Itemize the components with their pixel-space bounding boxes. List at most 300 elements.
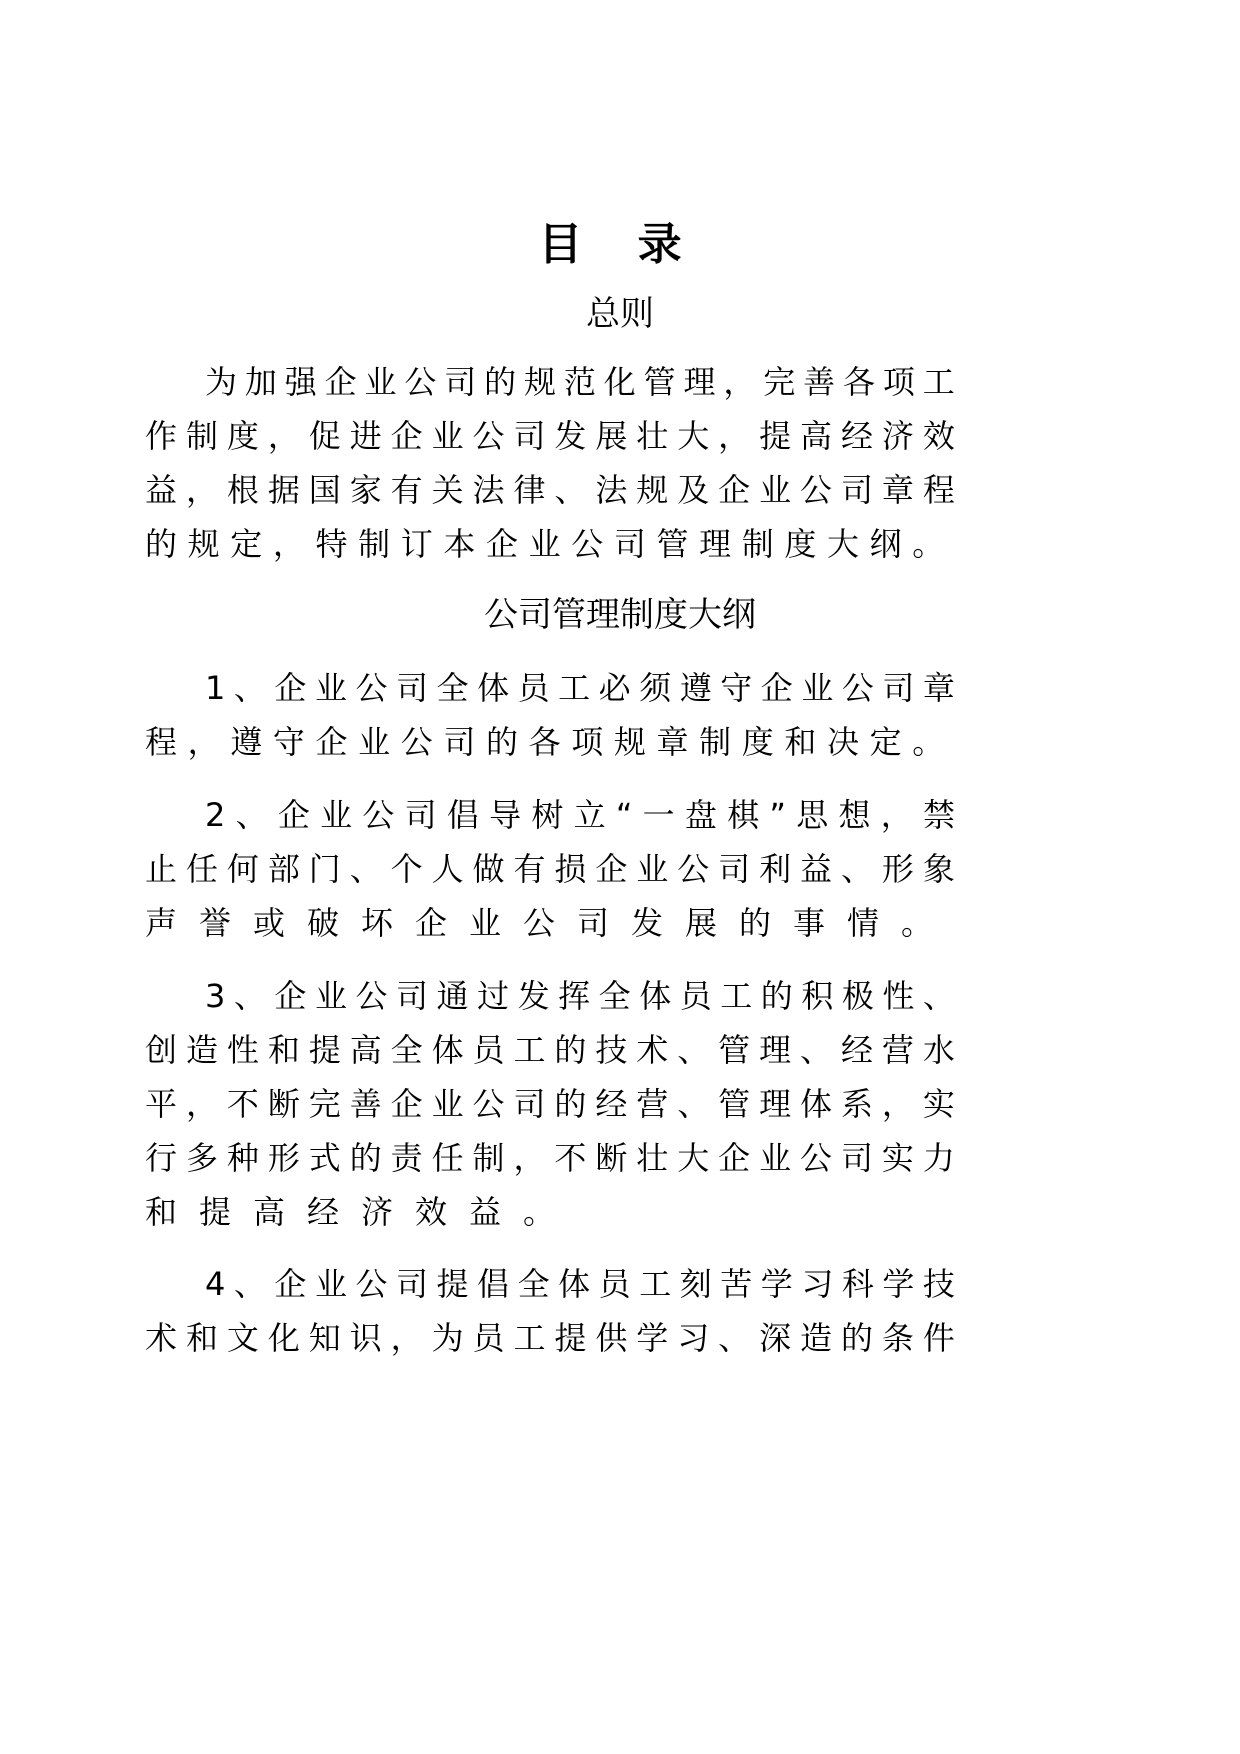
- glyph: ”: [769, 796, 786, 834]
- glyph: 纲: [869, 525, 902, 563]
- glyph: 制: [358, 525, 391, 563]
- paragraph-line: [145, 1133, 955, 1183]
- glyph: 立: [573, 796, 606, 834]
- paragraph-line: [205, 971, 955, 1021]
- paragraph-line: [145, 898, 955, 948]
- glyph: 断: [267, 1085, 300, 1123]
- glyph: 挥: [558, 977, 591, 1015]
- glyph: 效: [415, 1193, 448, 1231]
- glyph: 展: [595, 417, 628, 455]
- glyph: 业: [431, 1085, 464, 1123]
- glyph: 创: [145, 1031, 178, 1069]
- glyph: 业: [314, 1265, 347, 1303]
- glyph: 业: [759, 471, 792, 509]
- glyph: 员: [598, 1265, 631, 1303]
- glyph: 理: [759, 1031, 792, 1069]
- glyph: ，: [185, 1085, 218, 1123]
- section-heading-outline: 公司管理制度大纲: [484, 595, 756, 635]
- glyph: 业: [314, 977, 347, 1015]
- glyph: 性: [882, 977, 915, 1015]
- glyph: 企: [274, 1265, 307, 1303]
- glyph: 导: [489, 796, 522, 834]
- glyph: 各: [843, 363, 876, 401]
- glyph: 据: [267, 471, 300, 509]
- glyph: 和: [267, 1031, 300, 1069]
- glyph: 坏: [361, 904, 394, 942]
- glyph: 制: [699, 723, 732, 761]
- glyph: 高: [253, 1193, 286, 1231]
- glyph: 强: [284, 363, 317, 401]
- glyph: 经: [595, 1085, 628, 1123]
- glyph: 刻: [679, 1265, 712, 1303]
- glyph: 决: [827, 723, 860, 761]
- glyph: 业: [469, 904, 502, 942]
- glyph: 、: [233, 1265, 266, 1303]
- glyph: 大: [677, 1139, 710, 1177]
- glyph: 完: [763, 363, 796, 401]
- glyph: 提: [759, 417, 792, 455]
- paragraph-line: [145, 717, 955, 767]
- glyph: 公: [800, 1139, 833, 1177]
- glyph: 件: [922, 1319, 955, 1357]
- glyph: 高: [800, 417, 833, 455]
- glyph: 性: [226, 1031, 259, 1069]
- glyph: 公: [404, 363, 437, 401]
- glyph: 力: [922, 1139, 955, 1177]
- glyph: 的: [486, 723, 519, 761]
- glyph: 倡: [477, 1265, 510, 1303]
- paragraph-line: [145, 1313, 955, 1363]
- glyph: 、: [677, 1031, 710, 1069]
- glyph: 任: [185, 850, 218, 888]
- glyph: 的: [739, 904, 772, 942]
- glyph: 4: [205, 1265, 226, 1303]
- glyph: 工: [558, 669, 591, 707]
- glyph: 为: [205, 363, 238, 401]
- glyph: 企: [274, 977, 307, 1015]
- glyph: 体: [431, 1031, 464, 1069]
- glyph: ，: [272, 525, 305, 563]
- glyph: 全: [390, 1031, 423, 1069]
- glyph: 通: [436, 977, 469, 1015]
- glyph: 的: [554, 1031, 587, 1069]
- glyph: 体: [639, 977, 672, 1015]
- glyph: 树: [531, 796, 564, 834]
- glyph: 企: [277, 796, 310, 834]
- glyph: 司: [396, 1265, 429, 1303]
- glyph: 全: [436, 669, 469, 707]
- glyph: 司: [613, 525, 646, 563]
- glyph: 员: [679, 977, 712, 1015]
- glyph: 门: [308, 850, 341, 888]
- glyph: 的: [760, 977, 793, 1015]
- glyph: 技: [922, 1265, 955, 1303]
- glyph: 和: [185, 1319, 218, 1357]
- glyph: 规: [524, 363, 557, 401]
- glyph: 。: [912, 525, 945, 563]
- glyph: 理: [683, 363, 716, 401]
- glyph: 公: [362, 796, 395, 834]
- glyph: 体: [477, 669, 510, 707]
- glyph: 司: [882, 669, 915, 707]
- glyph: 做: [472, 850, 505, 888]
- glyph: 章: [656, 723, 689, 761]
- glyph: 完: [308, 1085, 341, 1123]
- glyph: 学: [882, 1265, 915, 1303]
- glyph: 司: [396, 977, 429, 1015]
- glyph: ，: [880, 796, 913, 834]
- glyph: 管: [718, 1085, 751, 1123]
- glyph: 守: [720, 669, 753, 707]
- glyph: ，: [185, 471, 218, 509]
- paragraph-line: [205, 357, 955, 407]
- glyph: 企: [595, 850, 628, 888]
- glyph: 企: [718, 471, 751, 509]
- glyph: 营: [636, 1085, 669, 1123]
- glyph: 想: [838, 796, 871, 834]
- paragraph-line: [205, 663, 955, 713]
- glyph: 倡: [446, 796, 479, 834]
- glyph: ，: [390, 1319, 423, 1357]
- glyph: 公: [800, 471, 833, 509]
- glyph: 、: [922, 977, 955, 1015]
- glyph: 业: [528, 525, 561, 563]
- glyph: 损: [554, 850, 587, 888]
- glyph: 公: [472, 1085, 505, 1123]
- glyph: 业: [320, 796, 353, 834]
- glyph: 经: [840, 1031, 873, 1069]
- glyph: 科: [841, 1265, 874, 1303]
- glyph: 责: [390, 1139, 423, 1177]
- glyph: ，: [187, 723, 220, 761]
- glyph: 的: [484, 363, 517, 401]
- glyph: 部: [267, 850, 300, 888]
- glyph: 条: [881, 1319, 914, 1357]
- glyph: 壮: [636, 417, 669, 455]
- glyph: 人: [431, 850, 464, 888]
- glyph: 大: [677, 417, 710, 455]
- glyph: 为: [431, 1319, 464, 1357]
- glyph: 必: [598, 669, 631, 707]
- glyph: 公: [355, 977, 388, 1015]
- glyph: 系: [840, 1085, 873, 1123]
- glyph: 企: [760, 669, 793, 707]
- glyph: 益: [469, 1193, 502, 1231]
- glyph: 进: [349, 417, 382, 455]
- glyph: 项: [571, 723, 604, 761]
- glyph: 有: [513, 850, 546, 888]
- glyph: 根: [226, 471, 259, 509]
- glyph: 规: [636, 471, 669, 509]
- glyph: 化: [603, 363, 636, 401]
- glyph: 公: [472, 417, 505, 455]
- glyph: 加: [244, 363, 277, 401]
- glyph: 形: [881, 850, 914, 888]
- glyph: 范: [563, 363, 596, 401]
- glyph: 司: [444, 363, 477, 401]
- glyph: 展: [685, 904, 718, 942]
- glyph: 和: [784, 723, 817, 761]
- glyph: 程: [145, 723, 178, 761]
- glyph: 公: [523, 904, 556, 942]
- glyph: 造: [800, 1319, 833, 1357]
- glyph: 、: [554, 471, 587, 509]
- glyph: 2: [205, 796, 226, 834]
- glyph: 提: [308, 1031, 341, 1069]
- glyph: 情: [847, 904, 880, 942]
- glyph: 营: [881, 1031, 914, 1069]
- glyph: 。: [523, 1193, 556, 1231]
- glyph: 体: [558, 1265, 591, 1303]
- glyph: 律: [513, 471, 546, 509]
- glyph: 度: [226, 417, 259, 455]
- glyph: 企: [486, 525, 519, 563]
- glyph: 形: [267, 1139, 300, 1177]
- glyph: 业: [358, 723, 391, 761]
- paragraph-line: [145, 519, 955, 569]
- glyph: 企: [324, 363, 357, 401]
- glyph: 的: [840, 1319, 873, 1357]
- paragraph-line: [145, 1187, 955, 1237]
- glyph: ，: [513, 1139, 546, 1177]
- glyph: 业: [364, 363, 397, 401]
- glyph: 特: [315, 525, 348, 563]
- glyph: 的: [554, 1085, 587, 1123]
- glyph: 体: [800, 1085, 833, 1123]
- glyph: 项: [882, 363, 915, 401]
- glyph: 文: [226, 1319, 259, 1357]
- glyph: 、: [233, 977, 266, 1015]
- glyph: 工: [922, 363, 955, 401]
- glyph: 定: [869, 723, 902, 761]
- glyph: 济: [881, 417, 914, 455]
- glyph: 订: [400, 525, 433, 563]
- glyph: 管: [656, 525, 689, 563]
- page-title: 目 录: [538, 219, 702, 270]
- glyph: ，: [267, 417, 300, 455]
- glyph: 公: [571, 525, 604, 563]
- glyph: 经: [307, 1193, 340, 1231]
- glyph: 、: [800, 1031, 833, 1069]
- glyph: 善: [349, 1085, 382, 1123]
- glyph: 壮: [636, 1139, 669, 1177]
- glyph: 习: [677, 1319, 710, 1357]
- glyph: 识: [349, 1319, 382, 1357]
- glyph: 盘: [684, 796, 717, 834]
- glyph: 发: [554, 417, 587, 455]
- glyph: 积: [801, 977, 834, 1015]
- glyph: 守: [272, 723, 305, 761]
- glyph: 企: [718, 1139, 751, 1177]
- glyph: 棋: [727, 796, 760, 834]
- paragraph-line: [145, 411, 955, 461]
- glyph: 企: [390, 417, 423, 455]
- glyph: 破: [307, 904, 340, 942]
- paragraph-line: [205, 790, 955, 840]
- glyph: 思: [796, 796, 829, 834]
- glyph: 经: [840, 417, 873, 455]
- glyph: 司: [513, 417, 546, 455]
- glyph: 管: [643, 363, 676, 401]
- glyph: 管: [718, 1031, 751, 1069]
- glyph: 化: [267, 1319, 300, 1357]
- glyph: “: [615, 796, 633, 834]
- paragraph-line: [145, 465, 955, 515]
- glyph: 企: [315, 723, 348, 761]
- glyph: 提: [554, 1319, 587, 1357]
- glyph: 各: [528, 723, 561, 761]
- glyph: 深: [759, 1319, 792, 1357]
- glyph: 业: [431, 417, 464, 455]
- glyph: 水: [922, 1031, 955, 1069]
- glyph: 声: [145, 904, 178, 942]
- glyph: 企: [390, 1085, 423, 1123]
- glyph: 理: [699, 525, 732, 563]
- glyph: ，: [718, 417, 751, 455]
- glyph: 公: [355, 669, 388, 707]
- glyph: 促: [308, 417, 341, 455]
- glyph: 本: [443, 525, 476, 563]
- glyph: 造: [185, 1031, 218, 1069]
- glyph: 程: [922, 471, 955, 509]
- paragraph-line: [145, 1025, 955, 1075]
- glyph: 须: [639, 669, 672, 707]
- glyph: 一: [642, 796, 675, 834]
- glyph: 有: [390, 471, 423, 509]
- glyph: 止: [145, 850, 178, 888]
- glyph: 司: [513, 1085, 546, 1123]
- glyph: 工: [513, 1319, 546, 1357]
- glyph: 章: [922, 669, 955, 707]
- glyph: 。: [912, 723, 945, 761]
- glyph: 全: [598, 977, 631, 1015]
- glyph: 技: [595, 1031, 628, 1069]
- glyph: 事: [793, 904, 826, 942]
- paragraph-line: [205, 1259, 955, 1309]
- glyph: 章: [881, 471, 914, 509]
- glyph: 工: [513, 1031, 546, 1069]
- glyph: 发: [517, 977, 550, 1015]
- glyph: 益: [800, 850, 833, 888]
- glyph: 业: [759, 1139, 792, 1177]
- glyph: 平: [145, 1085, 178, 1123]
- glyph: 的: [349, 1139, 382, 1177]
- glyph: 规: [613, 723, 646, 761]
- glyph: 。: [901, 904, 934, 942]
- glyph: 益: [145, 471, 178, 509]
- glyph: 效: [922, 417, 955, 455]
- glyph: 发: [631, 904, 664, 942]
- glyph: 制: [185, 417, 218, 455]
- glyph: 式: [308, 1139, 341, 1177]
- glyph: 利: [759, 850, 792, 888]
- glyph: 公: [400, 723, 433, 761]
- glyph: 行: [145, 1139, 178, 1177]
- glyph: 员: [472, 1319, 505, 1357]
- glyph: 司: [577, 904, 610, 942]
- glyph: 、: [718, 1319, 751, 1357]
- paragraph-line: [145, 1079, 955, 1129]
- glyph: 提: [199, 1193, 232, 1231]
- glyph: 公: [841, 669, 874, 707]
- glyph: 工: [720, 977, 753, 1015]
- glyph: 法: [595, 471, 628, 509]
- glyph: 实: [922, 1085, 955, 1123]
- glyph: 定: [230, 525, 263, 563]
- glyph: 国: [308, 471, 341, 509]
- glyph: 作: [145, 417, 178, 455]
- glyph: 业: [801, 669, 834, 707]
- glyph: 规: [187, 525, 220, 563]
- glyph: 多: [185, 1139, 218, 1177]
- glyph: 公: [677, 850, 710, 888]
- glyph: 任: [431, 1139, 464, 1177]
- glyph: 度: [784, 525, 817, 563]
- glyph: 业: [314, 669, 347, 707]
- glyph: 员: [472, 1031, 505, 1069]
- glyph: 业: [636, 850, 669, 888]
- glyph: 苦: [720, 1265, 753, 1303]
- glyph: 知: [308, 1319, 341, 1357]
- glyph: 种: [226, 1139, 259, 1177]
- glyph: 、: [677, 1085, 710, 1123]
- glyph: 司: [840, 1139, 873, 1177]
- glyph: 司: [404, 796, 437, 834]
- glyph: 法: [472, 471, 505, 509]
- glyph: 度: [741, 723, 774, 761]
- glyph: 术: [636, 1031, 669, 1069]
- glyph: 及: [677, 471, 710, 509]
- glyph: 遵: [230, 723, 263, 761]
- glyph: 习: [801, 1265, 834, 1303]
- glyph: 提: [436, 1265, 469, 1303]
- glyph: 象: [922, 850, 955, 888]
- glyph: 善: [803, 363, 836, 401]
- glyph: ，: [881, 1085, 914, 1123]
- glyph: 家: [349, 471, 382, 509]
- glyph: 极: [841, 977, 874, 1015]
- glyph: 全: [517, 1265, 550, 1303]
- glyph: 1: [205, 669, 226, 707]
- glyph: 公: [355, 1265, 388, 1303]
- glyph: 企: [274, 669, 307, 707]
- glyph: 企: [415, 904, 448, 942]
- glyph: 大: [827, 525, 860, 563]
- glyph: ，: [723, 363, 756, 401]
- glyph: 员: [517, 669, 550, 707]
- glyph: 工: [639, 1265, 672, 1303]
- glyph: 、: [235, 796, 268, 834]
- glyph: 断: [595, 1139, 628, 1177]
- glyph: 制: [741, 525, 774, 563]
- glyph: 供: [595, 1319, 628, 1357]
- glyph: 、: [349, 850, 382, 888]
- glyph: 、: [840, 850, 873, 888]
- glyph: 何: [226, 850, 259, 888]
- glyph: 理: [759, 1085, 792, 1123]
- glyph: 司: [840, 471, 873, 509]
- glyph: 、: [233, 669, 266, 707]
- glyph: 不: [554, 1139, 587, 1177]
- glyph: 不: [226, 1085, 259, 1123]
- glyph: 济: [361, 1193, 394, 1231]
- glyph: 3: [205, 977, 226, 1015]
- glyph: 制: [472, 1139, 505, 1177]
- glyph: 高: [349, 1031, 382, 1069]
- paragraph-line: [145, 844, 955, 894]
- glyph: 学: [760, 1265, 793, 1303]
- glyph: 禁: [922, 796, 955, 834]
